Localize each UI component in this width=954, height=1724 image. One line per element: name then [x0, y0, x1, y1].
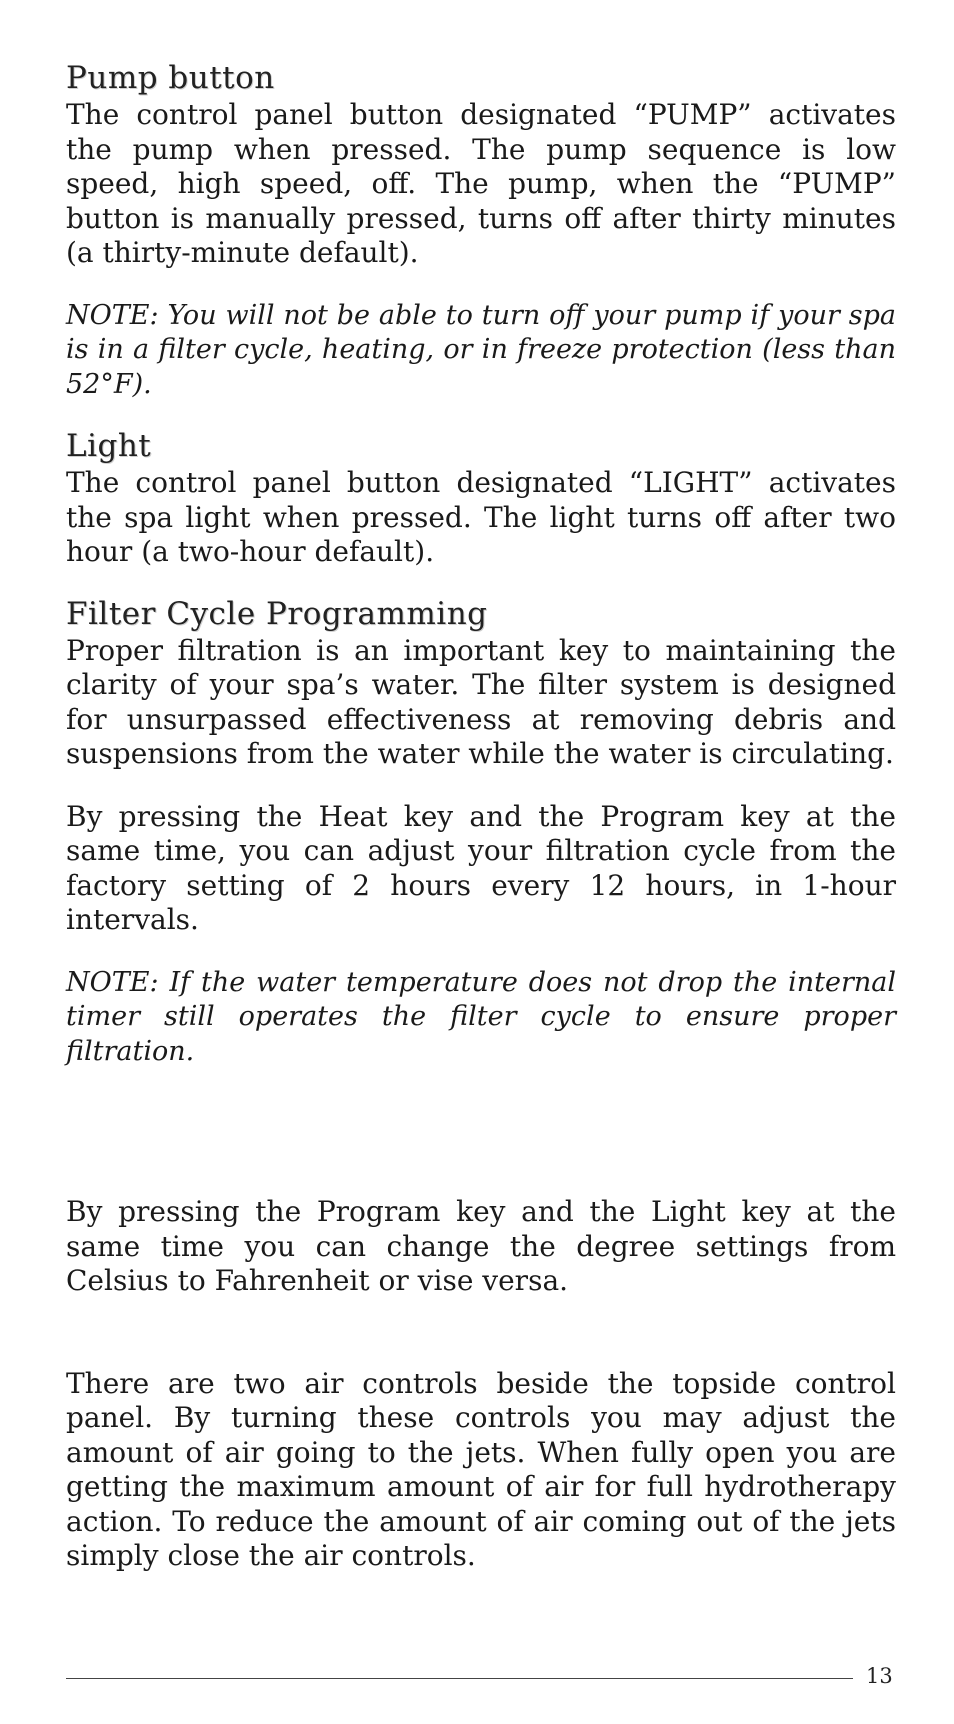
- page-content: [66, 58, 896, 1574]
- footer-divider: [66, 1678, 853, 1679]
- page-number: 13: [866, 1664, 893, 1688]
- light-section: [66, 426, 896, 570]
- filter-cycle-section: [66, 594, 896, 1070]
- filter-cycle-body-2: By pressing the Heat key and the Program key at the same time, you can adjust your filtration cycle from the factory setting of 2 hours every 12 hours, in 1-hour intervals.: [66, 799, 896, 936]
- air-controls-body: There are two air controls beside the topside control panel. By turning these controls you may adjust the amount of air going to the jets. When fully open you are getting the maximum amount of air for full hydrotherapy action. To reduce the amount of air coming out of the jets simply close the air controls.: [66, 1366, 896, 1572]
- degree-settings-body: By pressing the Program key and the Light key at the same time you can change the degree settings from Celsius to Fahrenheit or vise versa.: [66, 1195, 896, 1297]
- pump-button-section: [66, 58, 896, 402]
- light-body: The control panel button designated “LIGHT” activates the spa light when pressed. The light turns off after two hour (a two-hour default).: [66, 466, 896, 568]
- degree-settings-section: [66, 1195, 896, 1299]
- filter-cycle-note: NOTE: If the water temperature does not drop the internal timer still operates the filter cycle to ensure proper filtration.: [66, 966, 896, 1067]
- filter-cycle-body-1: Proper filtration is an important key to maintaining the clarity of your spa’s water. The filter system is designed for unsurpassed effectiveness at removing debris and suspensions from the water while the water is circulating.: [66, 633, 896, 770]
- light-heading: Light: [66, 428, 152, 464]
- filter-cycle-heading: Filter Cycle Programming: [66, 595, 488, 632]
- pump-button-body: The control panel button designated “PUMP” activates the pump when pressed. The pump sequence is low speed, high speed, off. The pump, when the “PUMP” button is manually pressed, turns off after thirty minutes (a thirty-minute default).: [66, 98, 896, 269]
- air-controls-section: [66, 1367, 896, 1574]
- pump-button-heading: Pump button: [66, 60, 275, 96]
- pump-button-note: NOTE: You will not be able to turn off your pump if your spa is in a filter cycle, heating, or in freeze protection (less than 52°F).: [66, 299, 896, 400]
